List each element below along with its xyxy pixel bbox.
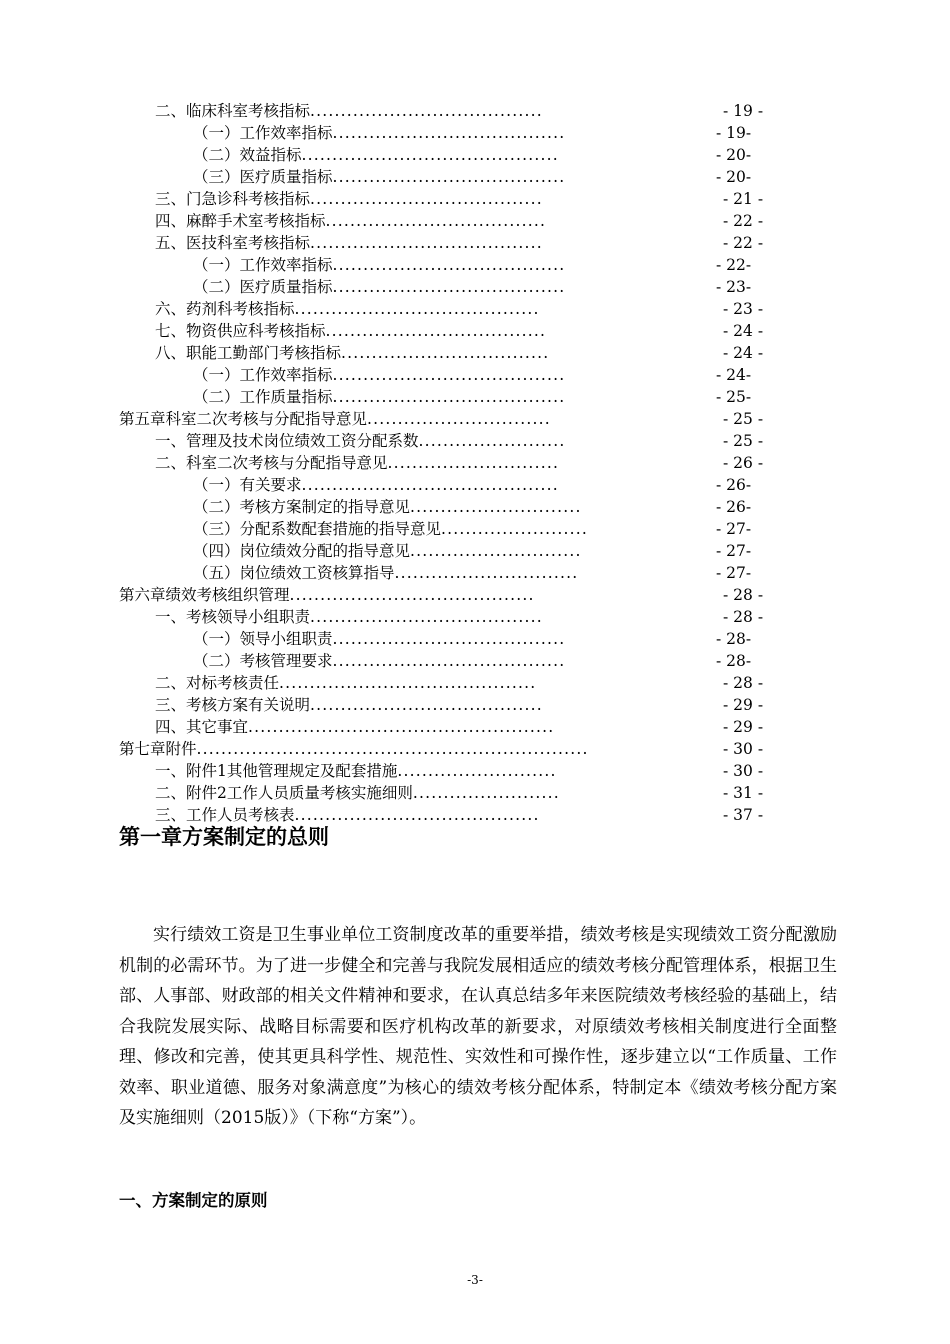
toc-entry[interactable] xyxy=(0,606,950,628)
toc-page-number: - 26- xyxy=(716,498,752,516)
toc-dot-leader: ...................................... xyxy=(332,278,566,296)
toc-entry-text: 五、医技科室考核指标 xyxy=(155,234,311,252)
toc-entry-text: 三、门急诊科考核指标 xyxy=(155,190,311,208)
toc-dot-leader: .......................... xyxy=(397,762,557,780)
toc-entry[interactable] xyxy=(0,430,950,452)
toc-entry-text: 四、其它事宜 xyxy=(155,718,249,736)
toc-entry-title xyxy=(155,320,546,342)
toc-entry-text: （五）岗位绩效工资核算指导 xyxy=(193,564,395,582)
toc-entry-text: （二）考核方案制定的指导意见 xyxy=(193,498,411,516)
toc-entry[interactable] xyxy=(0,232,950,254)
toc-entry-text: 六、药剂科考核指标 xyxy=(155,300,295,318)
toc-entry-text: （三）医疗质量指标 xyxy=(193,168,333,186)
toc-entry[interactable] xyxy=(0,496,950,518)
toc-dot-leader: ...................................... xyxy=(332,388,566,406)
toc-entry-title xyxy=(155,782,560,804)
toc-dot-leader: .......................................... xyxy=(279,674,537,692)
toc-entry-text: （二）效益指标 xyxy=(193,146,302,164)
toc-dot-leader: ........................................ xyxy=(294,300,540,318)
toc-entry-title xyxy=(193,474,559,496)
toc-page-number: - 24 - xyxy=(723,344,764,362)
toc-entry-text: （一）有关要求 xyxy=(193,476,302,494)
toc-page-number: - 22 - xyxy=(723,212,764,230)
toc-entry-title xyxy=(119,584,535,606)
toc-entry-text: 二、对标考核责任 xyxy=(155,674,280,692)
toc-entry-title xyxy=(193,518,588,540)
toc-page-number: - 26 - xyxy=(723,454,764,472)
toc-entry-text: 一、附件1其他管理规定及配套措施 xyxy=(155,762,398,780)
toc-entry[interactable] xyxy=(0,760,950,782)
toc-dot-leader: ...................................... xyxy=(310,608,543,626)
toc-entry[interactable] xyxy=(0,584,950,606)
toc-entry[interactable] xyxy=(0,100,950,122)
toc-page-number: - 30 - xyxy=(723,740,764,758)
toc-entry-title xyxy=(193,364,565,386)
toc-dot-leader: .......................................... xyxy=(301,476,559,494)
toc-dot-leader: ...................................... xyxy=(332,652,566,670)
toc-dot-leader: ........................ xyxy=(441,520,589,538)
toc-dot-leader: ...................................... xyxy=(310,190,543,208)
toc-entry[interactable] xyxy=(0,738,950,760)
toc-page-number: - 20- xyxy=(716,146,752,164)
toc-entry-title xyxy=(193,254,565,276)
toc-dot-leader: ...................................... xyxy=(332,168,566,186)
toc-dot-leader: ...................................... xyxy=(332,630,566,648)
toc-page-number: - 28- xyxy=(716,652,752,670)
toc-page-number: - 27- xyxy=(716,520,752,538)
toc-entry-title xyxy=(193,540,582,562)
toc-entry-title xyxy=(155,694,543,716)
toc-entry-title xyxy=(193,122,565,144)
toc-entry-title xyxy=(119,408,551,430)
toc-entry-text: （四）岗位绩效分配的指导意见 xyxy=(193,542,411,560)
toc-entry[interactable] xyxy=(0,628,950,650)
toc-page-number: - 29 - xyxy=(723,718,764,736)
toc-dot-leader: ............................ xyxy=(410,498,582,516)
toc-dot-leader: .................................... xyxy=(325,212,547,230)
toc-entry-title xyxy=(193,628,565,650)
toc-entry[interactable] xyxy=(0,540,950,562)
toc-page-number: - 22 - xyxy=(723,234,764,252)
toc-entry[interactable] xyxy=(0,782,950,804)
toc-dot-leader: ...................................... xyxy=(332,256,566,274)
toc-entry-title xyxy=(155,716,554,738)
toc-entry-text: （三）分配系数配套措施的指导意见 xyxy=(193,520,442,538)
toc-page-number: - 19- xyxy=(716,124,752,142)
toc-dot-leader: ............................ xyxy=(410,542,582,560)
page-number: -3- xyxy=(467,1273,483,1287)
toc-page-number: - 30 - xyxy=(723,762,764,780)
toc-entry-title xyxy=(155,452,559,474)
toc-entry-text: 四、麻醉手术室考核指标 xyxy=(155,212,326,230)
toc-entry-title xyxy=(155,100,543,122)
toc-entry-title xyxy=(155,232,543,254)
toc-entry[interactable] xyxy=(0,386,950,408)
toc-page-number: - 31 - xyxy=(723,784,764,802)
toc-entry-text: 第五章科室二次考核与分配指导意见 xyxy=(119,410,368,428)
toc-entry-title xyxy=(193,650,565,672)
toc-entry-text: 二、临床科室考核指标 xyxy=(155,102,311,120)
toc-entry-title xyxy=(155,298,540,320)
toc-entry-text: 三、工作人员考核表 xyxy=(155,806,295,824)
toc-entry[interactable] xyxy=(0,342,950,364)
toc-entry-title xyxy=(193,386,565,408)
toc-dot-leader: ........................................ xyxy=(289,586,535,604)
toc-entry-text: 第六章绩效考核组织管理 xyxy=(119,586,290,604)
toc-entry[interactable] xyxy=(0,474,950,496)
toc-page-number: - 22- xyxy=(716,256,752,274)
toc-entry[interactable] xyxy=(0,210,950,232)
toc-entry-title xyxy=(155,672,536,694)
toc-dot-leader: ...................................... xyxy=(310,696,543,714)
toc-page-number: - 28 - xyxy=(723,608,764,626)
toc-dot-leader: ...................................... xyxy=(332,124,566,142)
toc-entry-title xyxy=(155,342,549,364)
toc-entry[interactable] xyxy=(0,166,950,188)
toc-page-number: - 26- xyxy=(716,476,752,494)
toc-entry-text: 三、考核方案有关说明 xyxy=(155,696,311,714)
toc-entry[interactable] xyxy=(0,716,950,738)
toc-entry-text: 二、科室二次考核与分配指导意见 xyxy=(155,454,388,472)
toc-page-number: - 25- xyxy=(716,388,752,406)
toc-page-number: - 25 - xyxy=(723,432,764,450)
body-paragraph: 实行绩效工资是卫生事业单位工资制度改革的重要举措，绩效考核是实现绩效工资分配激励机制的必需环节。为了进一步健全和完善与我院发展相适应的绩效考核分配管理体系，根据卫生部、人事部、财政部的相关文件精神和要求，在认真总结多年来医院绩效考核经验的基础上，结合我院发展实际、战略目标需要和医疗机构改革的新要求，对原绩效考核相关制度进行全面整理、修改和完善，使其更具科学性、规范性、实效性和可操作性，逐步建立以“工作质量、工作效率、职业道德、服务对象满意度”为核心的绩效考核分配体系，特制定本《绩效考核分配方案及实施细则（2015版）》（下称“方案”）。 xyxy=(119,925,837,1128)
toc-entry[interactable] xyxy=(0,562,950,584)
section-heading: 一、方案制定的原则 xyxy=(119,1191,268,1210)
toc-entry-text: （一）工作效率指标 xyxy=(193,124,333,142)
toc-page-number: - 21 - xyxy=(723,190,764,208)
toc-entry[interactable] xyxy=(0,298,950,320)
toc-entry[interactable] xyxy=(0,694,950,716)
toc-entry-text: 一、考核领导小组职责 xyxy=(155,608,311,626)
toc-entry-title xyxy=(193,276,565,298)
toc-entry-text: 二、附件2工作人员质量考核实施细则 xyxy=(155,784,413,802)
toc-entry[interactable] xyxy=(0,254,950,276)
toc-entry[interactable] xyxy=(0,452,950,474)
toc-page-number: - 23- xyxy=(716,278,752,296)
toc-entry-text: 八、职能工勤部门考核指标 xyxy=(155,344,342,362)
toc-dot-leader: ............................ xyxy=(387,454,560,472)
toc-entry[interactable] xyxy=(0,276,950,298)
toc-entry[interactable] xyxy=(0,650,950,672)
toc-page-number: - 25 - xyxy=(723,410,764,428)
toc-entry-title xyxy=(155,760,557,782)
chapter-title: 第一章方案制定的总则 xyxy=(119,825,329,849)
toc-entry[interactable] xyxy=(0,320,950,342)
toc-entry[interactable] xyxy=(0,122,950,144)
toc-entry-text: （一）工作效率指标 xyxy=(193,366,333,384)
toc-page-number: - 28 - xyxy=(723,674,764,692)
toc-page-number: - 37 - xyxy=(723,806,764,824)
toc-entry-title xyxy=(155,430,566,452)
toc-dot-leader: .............................. xyxy=(394,564,579,582)
toc-entry-title xyxy=(193,166,565,188)
toc-entry-title xyxy=(155,606,543,628)
toc-entry-text: （二）医疗质量指标 xyxy=(193,278,333,296)
toc-entry[interactable] xyxy=(0,408,950,430)
toc-dot-leader: ................................................................ xyxy=(196,740,589,758)
toc-page-number: - 19 - xyxy=(723,102,764,120)
toc-entry[interactable] xyxy=(0,518,950,540)
toc-dot-leader: ........................ xyxy=(412,784,560,802)
toc-entry-text: （一）领导小组职责 xyxy=(193,630,333,648)
toc-entry-text: 一、管理及技术岗位绩效工资分配系数 xyxy=(155,432,419,450)
toc-entry-title xyxy=(155,210,546,232)
toc-dot-leader: .................................................. xyxy=(248,718,555,736)
toc-page-number: - 28 - xyxy=(723,586,764,604)
toc-entry-title xyxy=(155,188,543,210)
toc-dot-leader: ........................ xyxy=(418,432,566,450)
toc-dot-leader: .................................. xyxy=(341,344,550,362)
toc-entry-text: （一）工作效率指标 xyxy=(193,256,333,274)
toc-dot-leader: .............................. xyxy=(367,410,551,428)
toc-page-number: - 27- xyxy=(716,564,752,582)
toc-page-number: - 28- xyxy=(716,630,752,648)
toc-entry-title xyxy=(193,496,582,518)
toc-page-number: - 24 - xyxy=(723,322,764,340)
toc-entry-text: 七、物资供应科考核指标 xyxy=(155,322,326,340)
toc-page-number: - 20- xyxy=(716,168,752,186)
toc-entry[interactable] xyxy=(0,144,950,166)
toc-entry-text: （二）考核管理要求 xyxy=(193,652,333,670)
toc-entry[interactable] xyxy=(0,188,950,210)
toc-entry[interactable] xyxy=(0,672,950,694)
toc-entry-title xyxy=(119,738,589,760)
toc-page-number: - 24- xyxy=(716,366,752,384)
toc-dot-leader: .......................................... xyxy=(301,146,559,164)
toc-page-number: - 27- xyxy=(716,542,752,560)
toc-dot-leader: ...................................... xyxy=(310,102,543,120)
toc-dot-leader: .................................... xyxy=(325,322,547,340)
toc-entry[interactable] xyxy=(0,364,950,386)
toc-dot-leader: ........................................ xyxy=(294,806,540,824)
toc-page-number: - 29 - xyxy=(723,696,764,714)
toc-entry-text: 第七章附件 xyxy=(119,740,197,758)
toc-entry-title xyxy=(193,562,578,584)
toc-dot-leader: ...................................... xyxy=(310,234,543,252)
toc-dot-leader: ...................................... xyxy=(332,366,566,384)
table-of-contents xyxy=(0,100,950,826)
toc-entry-text: （二）工作质量指标 xyxy=(193,388,333,406)
toc-entry-title xyxy=(193,144,559,166)
toc-page-number: - 23 - xyxy=(723,300,764,318)
